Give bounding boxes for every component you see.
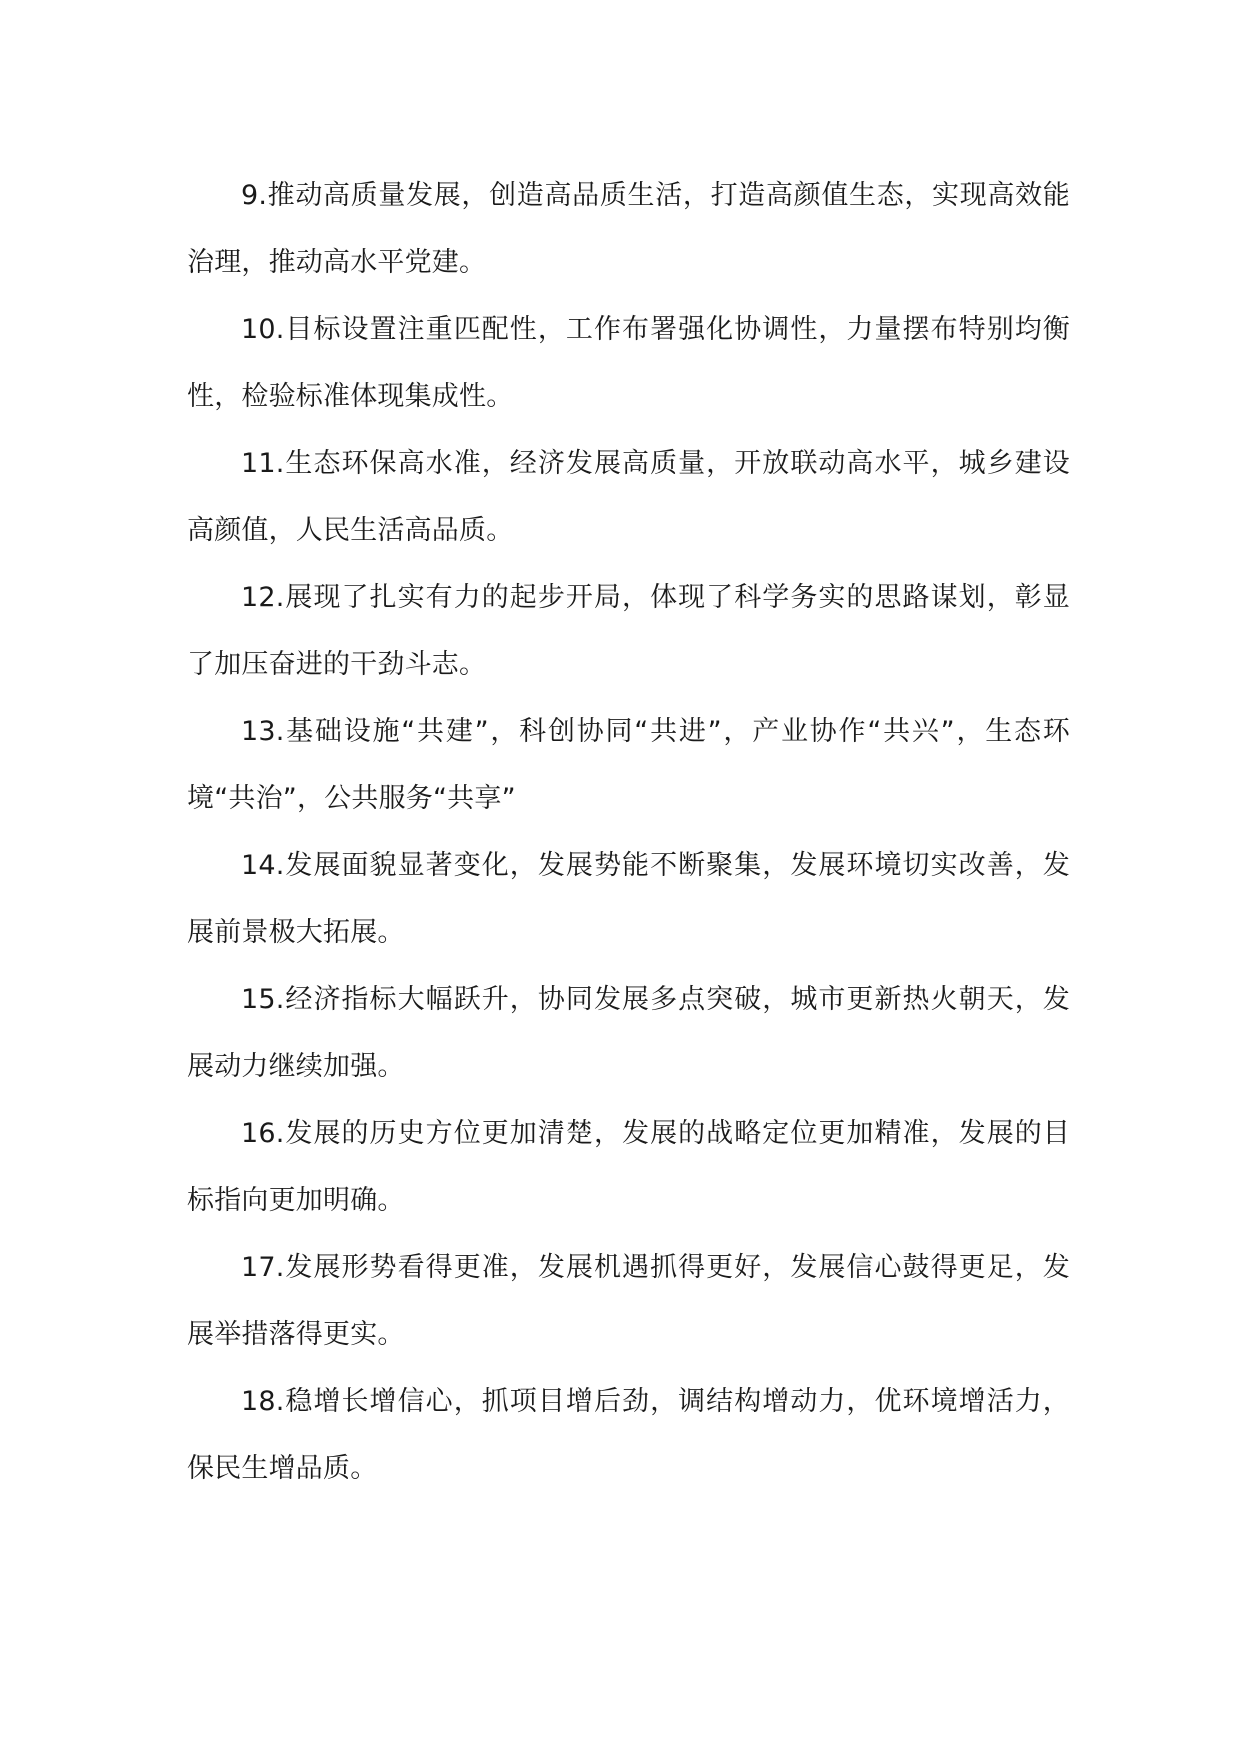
paragraph-14: 14.发展面貌显著变化，发展势能不断聚集，发展环境切实改善，发展前景极大拓展。	[187, 850, 1070, 948]
paragraph-15: 15.经济指标大幅跃升，协同发展多点突破，城市更新热火朝天，发展动力继续加强。	[187, 984, 1070, 1082]
paragraph-13: 13.基础设施“共建”，科创协同“共进”，产业协作“共兴”，生态环境“共治”，公共服务“共享”	[187, 716, 1070, 814]
paragraph-9: 9.推动高质量发展，创造高品质生活，打造高颜值生态，实现高效能治理，推动高水平党建。	[187, 180, 1070, 278]
document-body	[187, 162, 1070, 1502]
paragraph-10: 10.目标设置注重匹配性，工作布署强化协调性，力量摆布特别均衡性，检验标准体现集成性。	[187, 314, 1070, 412]
paragraph-11: 11.生态环保高水准，经济发展高质量，开放联动高水平，城乡建设高颜值，人民生活高品质。	[187, 448, 1070, 546]
paragraph-12: 12.展现了扎实有力的起步开局，体现了科学务实的思路谋划，彰显了加压奋进的干劲斗志。	[187, 582, 1070, 680]
paragraph-17: 17.发展形势看得更准，发展机遇抓得更好，发展信心鼓得更足，发展举措落得更实。	[187, 1252, 1070, 1350]
paragraph-16: 16.发展的历史方位更加清楚，发展的战略定位更加精准，发展的目标指向更加明确。	[187, 1118, 1070, 1216]
paragraph-18: 18.稳增长增信心，抓项目增后劲，调结构增动力，优环境增活力，保民生增品质。	[187, 1386, 1070, 1484]
